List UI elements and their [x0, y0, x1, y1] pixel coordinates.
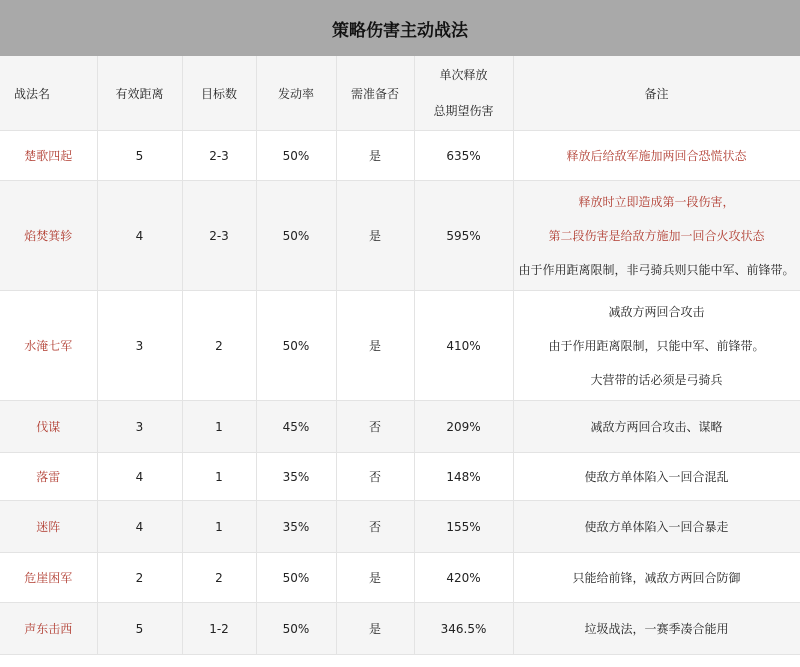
range-cell: 3 [97, 401, 182, 453]
table-row [0, 131, 800, 181]
header-range: 有效距离 [97, 56, 182, 131]
prep-cell: 否 [336, 453, 414, 501]
tactics-table [0, 56, 800, 655]
note-line: 由于作用距离限制，非弓骑兵则只能中军、前锋带。 [518, 262, 795, 277]
tactic-name-cell: 落雷 [0, 453, 97, 501]
tactic-name-cell: 迷阵 [0, 501, 97, 553]
rate-cell: 50% [256, 181, 336, 291]
table-row [0, 553, 800, 603]
note-cell [513, 401, 800, 453]
prep-cell: 是 [336, 291, 414, 401]
table-row [0, 401, 800, 453]
note-cell [513, 291, 800, 401]
range-cell: 4 [97, 181, 182, 291]
prep-cell: 是 [336, 553, 414, 603]
damage-cell: 595% [414, 181, 513, 291]
table-row [0, 181, 800, 291]
damage-cell: 635% [414, 131, 513, 181]
targets-cell: 2-3 [182, 181, 256, 291]
prep-cell: 是 [336, 181, 414, 291]
targets-cell: 2-3 [182, 131, 256, 181]
table-row [0, 603, 800, 655]
note-line: 大营带的话必须是弓骑兵 [590, 372, 723, 387]
header-damage-line1: 单次释放 [439, 68, 488, 82]
note-cell [513, 603, 800, 655]
header-row [0, 56, 800, 131]
header-prep: 需准备否 [336, 56, 414, 131]
damage-cell: 155% [414, 501, 513, 553]
range-cell: 2 [97, 553, 182, 603]
note-cell [513, 131, 800, 181]
damage-cell: 410% [414, 291, 513, 401]
range-cell: 4 [97, 453, 182, 501]
note-line: 由于作用距离限制，只能中军、前锋带。 [548, 338, 765, 353]
prep-cell: 否 [336, 401, 414, 453]
table-body [0, 131, 800, 655]
rate-cell: 50% [256, 553, 336, 603]
damage-cell: 420% [414, 553, 513, 603]
header-damage-line2: 总期望伤害 [433, 104, 494, 118]
note-line: 使敌方单体陷入一回合混乱 [584, 469, 729, 484]
note-cell [513, 553, 800, 603]
note-cell [513, 181, 800, 291]
range-cell: 4 [97, 501, 182, 553]
table-row [0, 501, 800, 553]
rate-cell: 35% [256, 501, 336, 553]
damage-cell: 209% [414, 401, 513, 453]
table-row [0, 291, 800, 401]
note-cell [513, 453, 800, 501]
header-name: 战法名 [0, 56, 97, 131]
targets-cell: 1 [182, 501, 256, 553]
tactic-name-cell: 焰焚箕轸 [0, 181, 97, 291]
note-line: 减敌方两回合攻击、谋略 [590, 419, 723, 434]
note-line: 垃圾战法，一赛季凑合能用 [584, 621, 729, 636]
header-note: 备注 [513, 56, 800, 131]
targets-cell: 1 [182, 453, 256, 501]
range-cell: 5 [97, 131, 182, 181]
tactic-name-cell: 水淹七军 [0, 291, 97, 401]
prep-cell: 是 [336, 603, 414, 655]
prep-cell: 否 [336, 501, 414, 553]
tactic-name-cell: 伐谋 [0, 401, 97, 453]
range-cell: 5 [97, 603, 182, 655]
note-line: 释放时立即造成第一段伤害， [578, 194, 735, 209]
rate-cell: 50% [256, 131, 336, 181]
note-cell [513, 501, 800, 553]
table-row [0, 453, 800, 501]
targets-cell: 2 [182, 553, 256, 603]
targets-cell: 1 [182, 401, 256, 453]
tactic-name-cell: 楚歌四起 [0, 131, 97, 181]
note-line: 第二段伤害是给敌方施加一回合火攻状态 [548, 228, 765, 243]
note-line: 使敌方单体陷入一回合暴走 [584, 519, 729, 534]
tactic-name-cell: 声东击西 [0, 603, 97, 655]
targets-cell: 1-2 [182, 603, 256, 655]
damage-cell: 346.5% [414, 603, 513, 655]
rate-cell: 50% [256, 603, 336, 655]
header-targets: 目标数 [182, 56, 256, 131]
targets-cell: 2 [182, 291, 256, 401]
prep-cell: 是 [336, 131, 414, 181]
header-rate: 发动率 [256, 56, 336, 131]
note-line: 释放后给敌军施加两回合恐慌状态 [566, 148, 747, 163]
note-line: 只能给前锋，减敌方两回合防御 [572, 570, 741, 585]
damage-cell: 148% [414, 453, 513, 501]
note-line: 减敌方两回合攻击 [608, 304, 705, 319]
rate-cell: 45% [256, 401, 336, 453]
header-damage [414, 56, 513, 131]
rate-cell: 35% [256, 453, 336, 501]
tactic-name-cell: 危崖困军 [0, 553, 97, 603]
range-cell: 3 [97, 291, 182, 401]
rate-cell: 50% [256, 291, 336, 401]
table-title: 策略伤害主动战法 [0, 0, 800, 56]
